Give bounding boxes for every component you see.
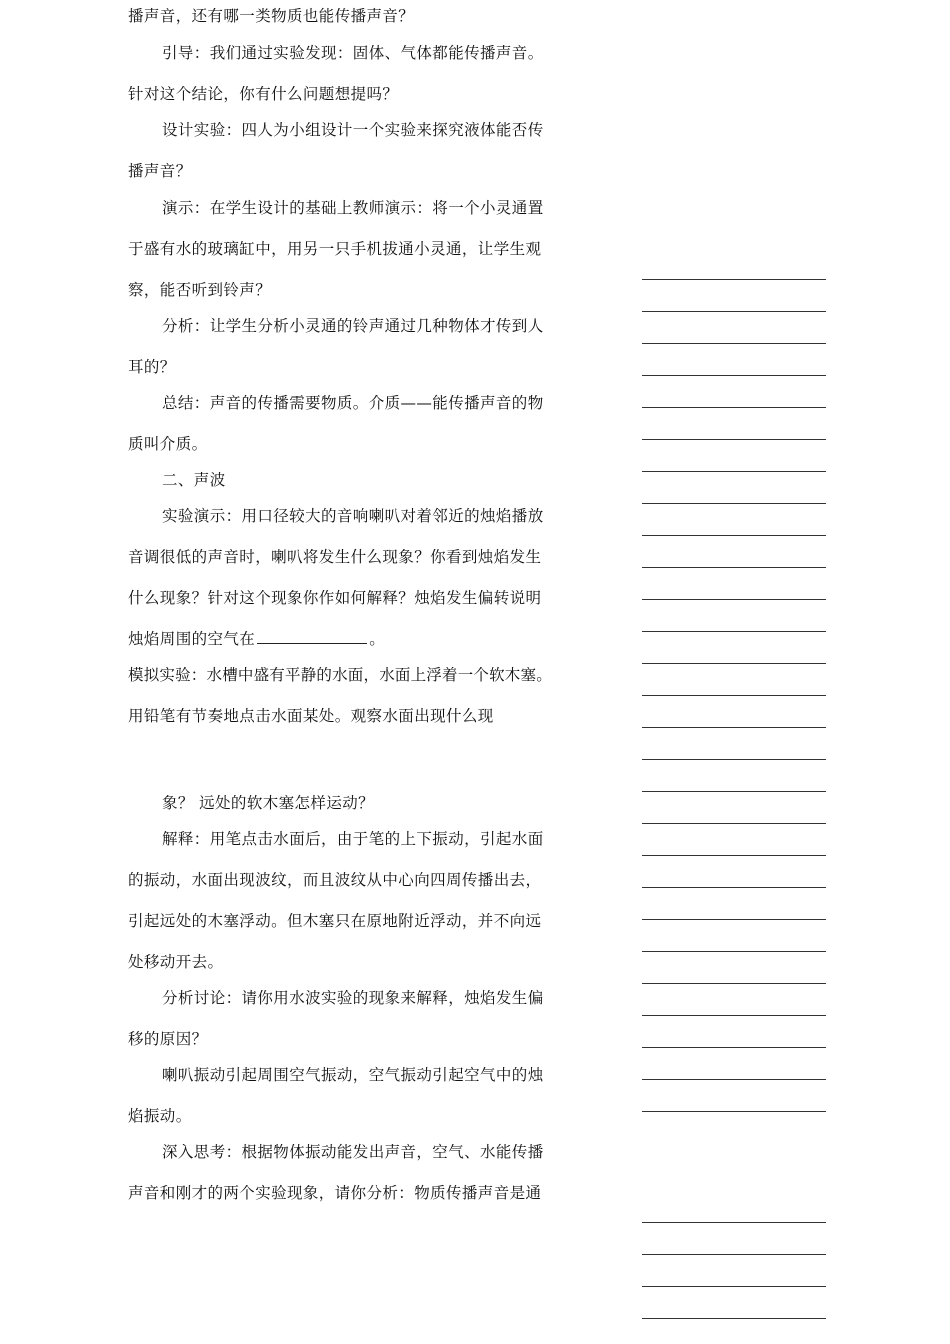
text-line: 分析：让学生分析小灵通的铃声通过几种物体才传到人 <box>162 317 544 335</box>
text-line: 耳的？ <box>128 358 176 376</box>
note-rule[interactable] <box>642 1318 826 1319</box>
note-rule[interactable] <box>642 311 826 312</box>
note-rule[interactable] <box>642 791 826 792</box>
note-rule[interactable] <box>642 695 826 696</box>
note-rule[interactable] <box>642 727 826 728</box>
note-rule[interactable] <box>642 407 826 408</box>
note-rule[interactable] <box>642 439 826 440</box>
text-line: 的振动，水面出现波纹，而且波纹从中心向四周传播出去， <box>128 871 542 889</box>
text-line: 声音和刚才的两个实验现象，请你分析：物质传播声音是通 <box>128 1184 542 1202</box>
note-rule[interactable] <box>642 503 826 504</box>
text-line: 处移动开去。 <box>128 953 224 971</box>
note-rule[interactable] <box>642 983 826 984</box>
note-rule[interactable] <box>642 951 826 952</box>
text-line: 播声音，还有哪一类物质也能传播声音？ <box>128 7 415 25</box>
text-line: 用铅笔有节奏地点击水面某处。观察水面出现什么现 <box>128 707 494 725</box>
note-rule[interactable] <box>642 567 826 568</box>
note-rule[interactable] <box>642 631 826 632</box>
fill-in-prefix: 烛焰周围的空气在 <box>128 630 256 648</box>
note-rule[interactable] <box>642 1286 826 1287</box>
note-rule[interactable] <box>642 919 826 920</box>
note-rule[interactable] <box>642 535 826 536</box>
note-rule[interactable] <box>642 599 826 600</box>
note-rule[interactable] <box>642 1111 826 1112</box>
note-rule[interactable] <box>642 375 826 376</box>
text-line: 移的原因？ <box>128 1030 208 1048</box>
text-line: 引起远处的木塞浮动。但木塞只在原地附近浮动，并不向远 <box>128 912 542 930</box>
text-line: 深入思考：根据物体振动能发出声音，空气、水能传播 <box>162 1143 544 1161</box>
text-line: 引导：我们通过实验发现：固体、气体都能传播声音。 <box>162 44 544 62</box>
note-rule[interactable] <box>642 887 826 888</box>
note-rule[interactable] <box>642 1222 826 1223</box>
note-rule[interactable] <box>642 855 826 856</box>
text-line: 解释：用笔点击水面后，由于笔的上下振动，引起水面 <box>162 830 544 848</box>
note-rule[interactable] <box>642 1015 826 1016</box>
text-line: 分析讨论：请你用水波实验的现象来解释，烛焰发生偏 <box>162 989 544 1007</box>
text-line: 象？ 远处的软木塞怎样运动？ <box>162 794 375 812</box>
text-line: 模拟实验：水槽中盛有平静的水面，水面上浮着一个软木塞。 <box>128 666 552 684</box>
text-line: 焰振动。 <box>128 1107 192 1125</box>
note-rule[interactable] <box>642 279 826 280</box>
fill-in-suffix: 。 <box>369 630 386 648</box>
text-line: 什么现象？针对这个现象你作如何解释？烛焰发生偏转说明 <box>128 589 542 607</box>
text-line: 播声音？ <box>128 162 192 180</box>
note-rule[interactable] <box>642 759 826 760</box>
text-line: 喇叭振动引起周围空气振动，空气振动引起空气中的烛 <box>162 1066 544 1084</box>
note-rule[interactable] <box>642 1079 826 1080</box>
text-line: 质叫介质。 <box>128 435 208 453</box>
text-line: 察，能否听到铃声？ <box>128 281 272 299</box>
text-line: 总结：声音的传播需要物质。介质——能传播声音的物 <box>162 394 544 412</box>
text-line: 音调很低的声音时，喇叭将发生什么现象？你看到烛焰发生 <box>128 548 542 566</box>
fill-in-line <box>128 628 608 650</box>
text-line: 演示：在学生设计的基础上教师演示：将一个小灵通置 <box>162 199 544 217</box>
note-rule[interactable] <box>642 823 826 824</box>
text-line: 于盛有水的玻璃缸中，用另一只手机拔通小灵通，让学生观 <box>128 240 542 258</box>
text-line: 实验演示：用口径较大的音响喇叭对着邻近的烛焰播放 <box>162 507 544 525</box>
note-rule[interactable] <box>642 663 826 664</box>
fill-in-blank[interactable] <box>257 629 367 644</box>
note-rule[interactable] <box>642 471 826 472</box>
text-line: 针对这个结论，你有什么问题想提吗？ <box>128 85 399 103</box>
notes-column <box>642 0 828 1344</box>
text-line: 设计实验：四人为小组设计一个实验来探究液体能否传 <box>162 121 544 139</box>
note-rule[interactable] <box>642 1254 826 1255</box>
section-heading: 二、声波 <box>162 471 226 489</box>
note-rule[interactable] <box>642 343 826 344</box>
note-rule[interactable] <box>642 1047 826 1048</box>
